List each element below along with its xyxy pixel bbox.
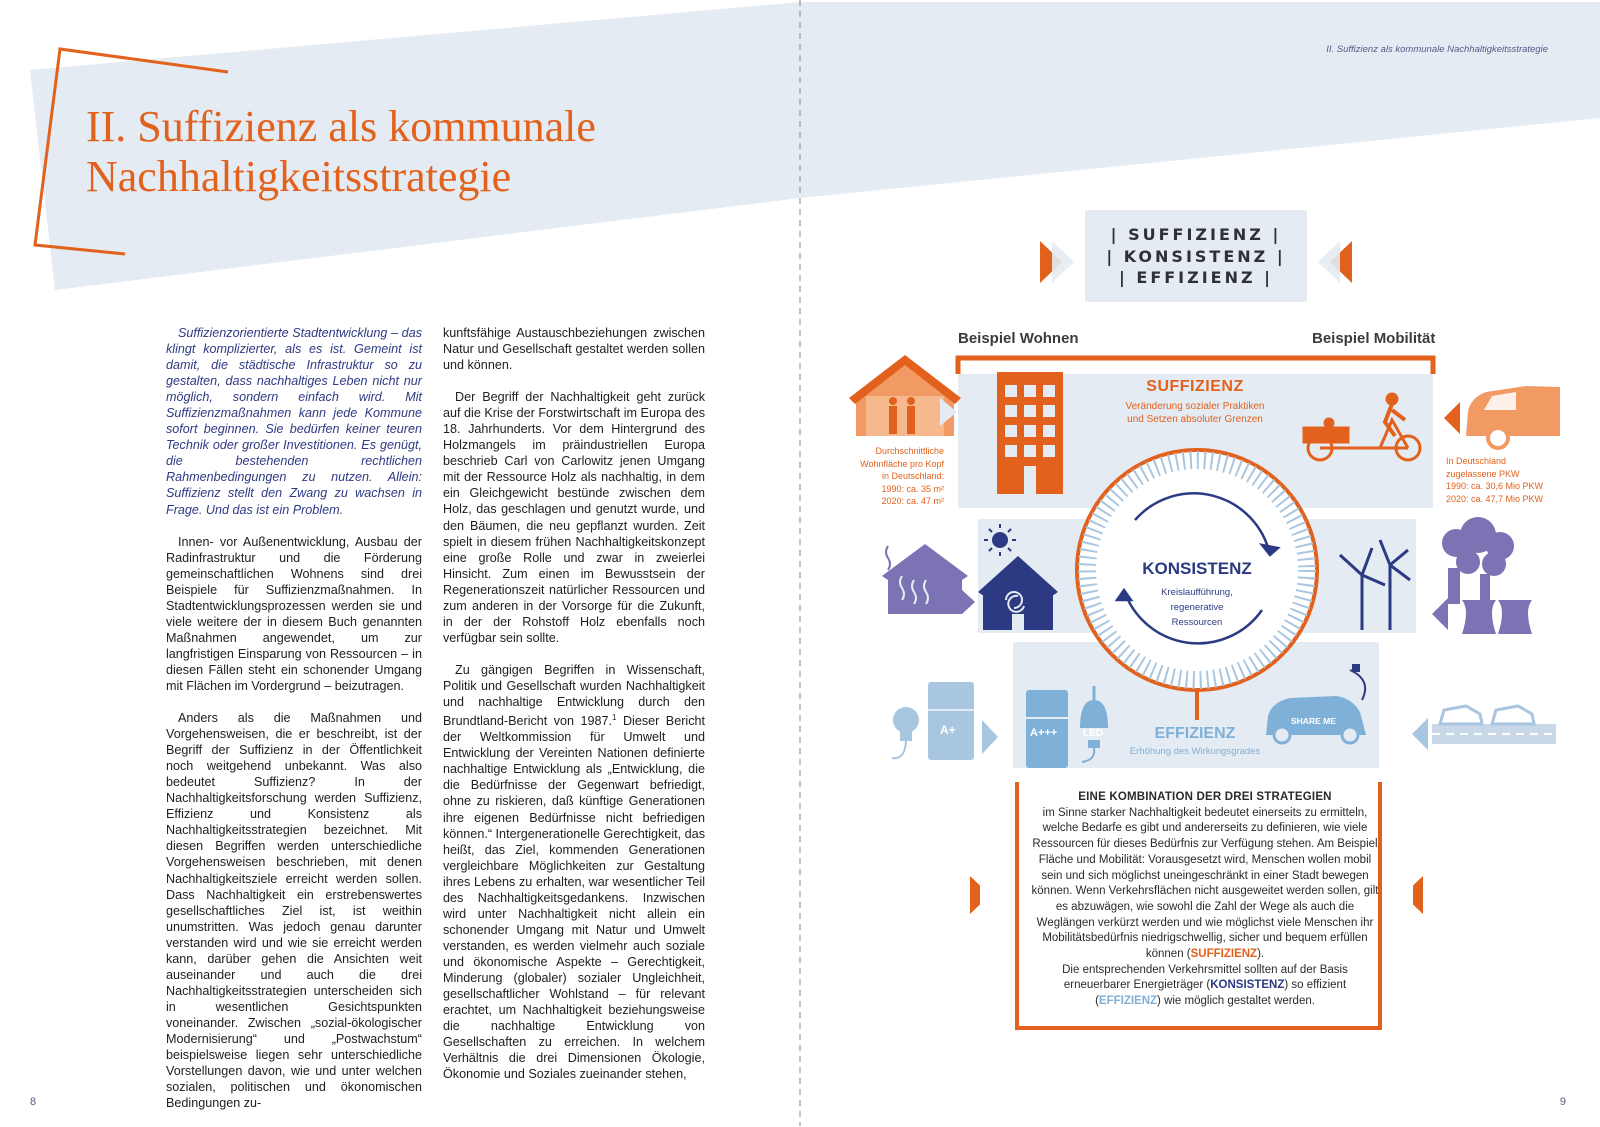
suffizienz-title: SUFFIZIENZ	[1146, 378, 1244, 395]
footnote-marker[interactable]: 1	[612, 713, 617, 723]
bracket	[958, 358, 1433, 374]
effizienz-title: EFFIZIENZ	[1154, 725, 1236, 742]
konsistenz-subtitle: Kreislaufführung, regenerative Ressourcen	[1161, 587, 1233, 628]
label-a-plus: A+	[940, 723, 956, 737]
body-paragraph: Zu gängigen Begriffen in Wissenschaft, Politik und Gesellschaft wurden Nachhaltigkeit und nachhaltige Entwicklung durch den Brundtland-Bericht von 1987.$^1$ Dieser Bericht der Weltkommission für Umwelt und Entwicklung der Vereinten Nationen definierte nachhaltige Entwicklung als „Entwicklung, die die Bedürfnisse der Gegenwart befriedigt, ohne zu riskieren, daß künftige Generationen ihre eigenen Bedürfnisse nicht befriedigen können.“ Intergenerationelle Gerechtigkeit, das heißt, das Ziel, kommenden Generationen vergleichbare Möglichkeiten zur Gestaltung ihres Lebens zu erhalten, war wesentlicher Teil des Nachhaltigkeitsgedankens. Inzwischen wird unter Nachhaltigkeit nicht allein ein schonender Umgang mit Natur und Umwelt verstanden, es werden vielmehr auch soziale und ökonomische Aspekte – Gerechtigkeit, Minderung (globaler) sozialer Ungleichheit, gesellschaftlicher Wohlstand – für relevant erachtet, um Nachhaltigkeit beziehungsweise die nachhaltige Entwicklung von Gesellschaften zu erreichen. In welchem Verhältnis die drei Dimensionen Ökologie, Ökonomie und Soziales zueinander stehen,	[443, 662, 705, 1082]
apartment-building-icon	[997, 372, 1063, 494]
text-column-1	[166, 325, 422, 1127]
body-paragraph: Anders als die Maßnahmen und Vorgehensweisen, die er beschreibt, ist der Begriff der Suffizienz in der Öffentlichkeit noch weitgehend unbekannt. Was also bedeutet Suffizienz? In der Nachhaltigkeitsforschung werden Suffizienz, Effizienz und Konsistenz als Nachhaltigkeitsstrategien bezeichnet. Mit diesen Begriffen werden unterschiedliche Vorgehensweisen beschrieben, mit denen Nachhaltigkeitsziele erreicht werden sollen. Dass Nachhaltigkeit ein erstrebenswertes gesellschaftliches Ziel ist, ist weithin unumstritten. Was jedoch genau darunter verstanden wird und wie sie erreicht werden kann, darüber gehen die Ansichten weit auseinander und auch die drei Nachhaltigkeitsstrategien unterscheiden sich in wesentlichen Gesichtspunkten voneinander. Zwischen „sozial-ökologischer Modernisierung“ und „Postwachstum“ beispielsweise liegen sehr unterschiedliche Vorstellungen davon, wie und unter welchen sozialen, politischen und ökonomischen Bedingungen zu-	[166, 711, 422, 1111]
page-number-right: 9	[1559, 1096, 1566, 1108]
running-head: II. Suffizienz als kommunale Nachhaltigkeitsstrategie	[1326, 44, 1548, 55]
right-band	[800, 2, 1600, 198]
power-plant-icon	[1432, 517, 1532, 634]
text-column-2	[443, 325, 705, 1098]
combination-title: EINE KOMBINATION DER DREI STRATEGIEN	[1078, 791, 1332, 803]
strategy-konsistenz: | KONSISTENZ |	[1106, 246, 1286, 266]
body-paragraph: Der Begriff der Nachhaltigkeit geht zurück auf die Krise der Forstwirtschaft im Europa des 18. Jahrhunderts. Vor dem Hintergrund des Holzmangels im präindustriellen Europa beschrieb Carl von Carlowitz jenen Umgang mit der Ressource Holz als nachhaltig, in dem ein Gleichgewicht bestünde zwischen dem Holz, das geschlagen und genutzt wurde, und den Bäumen, die neu gepflanzt wurden. Zeit spielt in diesem frühen Nachhaltigkeitskonzept eine große Rolle und zwar in zweierlei Hinsicht. Zum einen im Bewusstsein der Regenerationszeit natürlicher Ressourcen und zum anderen in der Vorsorge für die Zukunft, in der der Rohstoff Holz ebenfalls noch verfügbar sein sollte.	[443, 390, 705, 645]
body-paragraph: Innen- vor Außenentwicklung, Ausbau der Radinfrastruktur und die Förderung gemeinschaftlichen Wohnens sind drei Beispiele für Suffizienzmaßnahmen. In Stadtentwicklungsprozessen werden sie und viele weitere der in diesem Buch genannten Maßnahmen angewendet, um zur langfristigen Einsparung von Ressourcen – in diesen Fällen steht ein schonender Umgang mit Flächen im Vordergrund – beizutragen.	[166, 534, 422, 693]
title-line-1: II. Suffizienz als kommunale	[86, 102, 596, 151]
combination-body-2: Die entsprechenden Verkehrsmittel sollten auf der Basis erneuerbarer Energieträger (KONSISTENZ) so effizient (EFFIZIENZ) wie möglich gestaltet werden.	[1062, 963, 1348, 1008]
suffizienz-subtitle: Veränderung sozialer Praktiken und Setzen absoluter Grenzen	[1125, 401, 1265, 425]
house-people-icon	[849, 355, 961, 436]
combination-text	[1030, 790, 1380, 1010]
konsistenz-title: KONSISTENZ	[1142, 559, 1252, 578]
label-a-ppp: A+++	[1030, 727, 1058, 739]
label-share-me: SHARE ME	[1291, 716, 1336, 726]
page-number-left: 8	[30, 1096, 37, 1108]
fridge-icon	[928, 682, 998, 760]
car-icon	[1444, 386, 1560, 448]
stat-wohnflaeche: Durchschnittliche Wohnfläche pro Kopf in Deutschland: 1990: ca. 35 m² 2020: ca. 47 m²	[860, 446, 944, 506]
intro-paragraph: Suffizienzorientierte Stadtentwicklung – das klingt komplizierter, als es ist. Gemeint ist damit, die städtische Infrastruktur so zu gestalten, dass nachhaltiges Leben nicht nur möglich, sondern einfach wird. Mit Suffizienzmaßnahmen kann jede Kommune sofort beginnen. Sie bedürfen keiner teuren Technik oder großer Investitionen. Es genügt, die bestehenden rechtlichen Rahmenbedingungen zu nutzen. Allein: Suffizienz stellt den Zwang zu wachsen in Frage. Und das ist ein Problem.	[166, 326, 422, 517]
strategy-effizienz: | EFFIZIENZ |	[1118, 268, 1274, 287]
example-wohnen-label: Beispiel Wohnen	[958, 330, 1079, 347]
strategy-suffizienz: | SUFFIZIENZ |	[1110, 225, 1282, 244]
heated-house-icon	[882, 544, 975, 614]
body-paragraph: kunftsfähige Austauschbeziehungen zwischen Natur und Gesellschaft gestaltet werden sollen und können.	[443, 326, 705, 373]
title-line-2: Nachhaltigkeitsstrategie	[86, 152, 512, 201]
effizienz-subtitle: Erhöhung des Wirkungsgrades	[1129, 746, 1261, 757]
page-title	[86, 102, 766, 202]
label-led: LED	[1083, 728, 1103, 739]
bulb-icon	[892, 707, 919, 758]
strategy-box	[1085, 210, 1307, 302]
traffic-cars-icon	[1412, 706, 1556, 750]
example-mobility-label: Beispiel Mobilität	[1312, 330, 1436, 347]
combination-body: im Sinne starker Nachhaltigkeit bedeutet einerseits zu ermitteln, welche Bedarfe es gibt und andererseits zu definieren, wie viele Ressourcen für dieses Bedürfnis zur Verfügung stehen. Am Beispiel Fläche und Mobilität: Vorausgesetzt wird, Menschen wollen mobil sein und sich möglichst uneingeschränkt in einer Stadt bewegen können. Wenn Verkehrsflächen nicht ausgeweitet werden sollen, gilt es abzuwägen, wie sowohl die Zahl der Wege als auch die Weglängen verkürzt werden und wie möglichst viele Menschen ihr Mobilitätsbedürfnis niedrigschwellig, sicher und bequem erfüllen können (SUFFIZIENZ).	[1031, 806, 1379, 961]
stat-pkw: In Deutschland zugelassene PKW 1990: ca. 30,6 Mio PKW 2020: ca. 47,7 Mio PKW	[1446, 456, 1544, 504]
